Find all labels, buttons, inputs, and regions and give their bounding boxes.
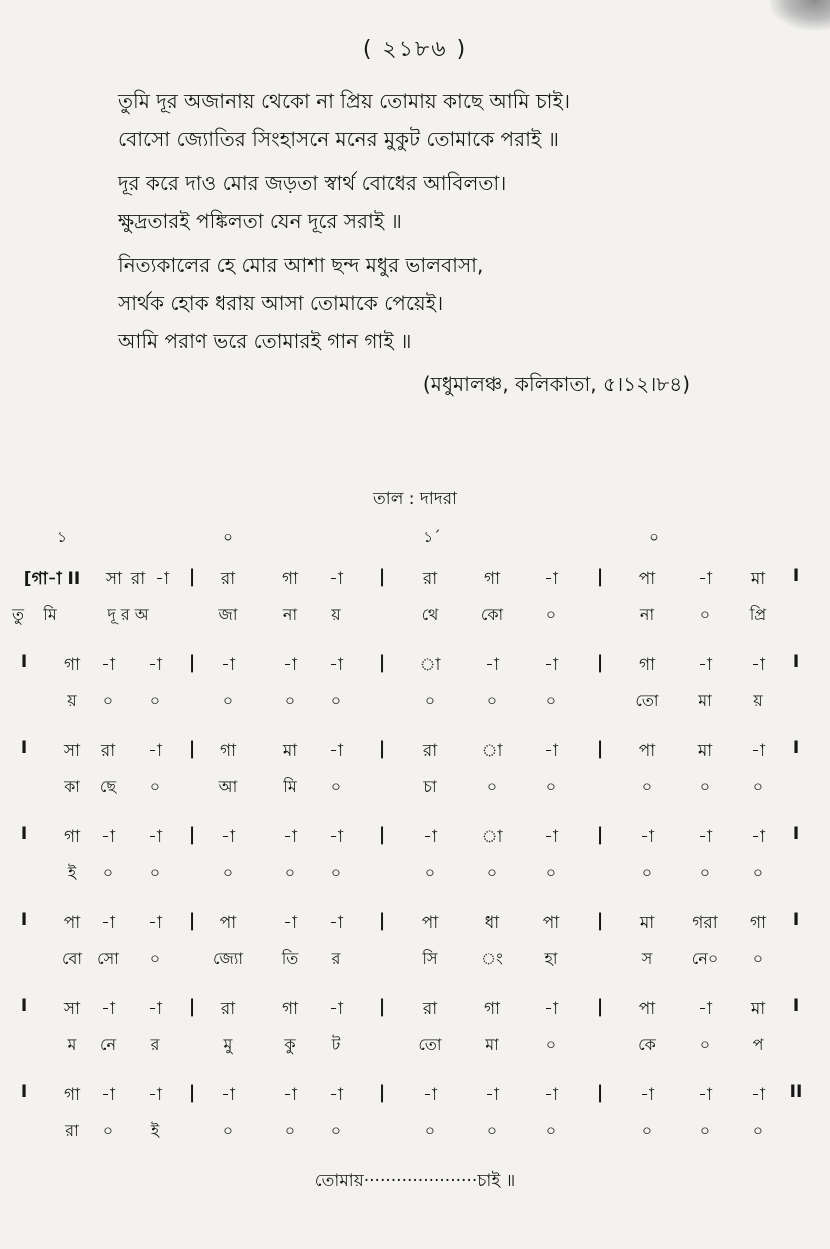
swara-note: ধা [484,913,500,933]
swara-note: -া [698,655,712,675]
lyric-syllable: ০ [330,863,342,882]
swara-note: -া [148,999,162,1019]
line-start-mark: I [20,738,28,758]
measure-bar: | [188,996,196,1017]
lyric-syllable: য় [753,691,763,710]
swara-note: রা [220,569,236,589]
lyric-syllable: তো [635,691,659,710]
swara-note: সা [63,741,81,761]
swara-note: -া [101,1085,115,1105]
lyric-syllable: কা [64,777,80,796]
swara-row [0,566,830,596]
lyric-syllable: ০ [752,863,764,882]
swara-note: -া [544,1085,558,1105]
measure-bar: | [378,996,386,1017]
lyric-syllable: ০ [222,1121,234,1140]
line-start-mark: I [20,996,28,1016]
lyric-syllable: ম [67,1035,77,1054]
lyric-syllable: মু [223,1035,233,1054]
swara-note: -া [751,827,765,847]
swara-note: -া [751,1085,765,1105]
lyric-syllable: জ্যো [212,949,244,968]
swara-note: -া [155,569,169,589]
measure-bar: | [188,1082,196,1103]
page-number: ( ২১৮৬ ) [362,37,468,62]
lyric-syllable: ০ [330,1121,342,1140]
measure-bar: | [596,652,604,673]
beat-marker: ০ [223,528,233,546]
measure-bar: | [596,824,604,845]
lyric-syllable: কু [284,1035,296,1054]
swara-note: পা [63,913,81,933]
measure-bar: | [596,1082,604,1103]
lyric-syllable: ০ [284,1121,296,1140]
swara-row [0,824,830,854]
swara-note: পা [638,741,656,761]
lyric-line: সার্থক হোক ধরায় আসা তোমাকে পেয়েই। [118,291,444,315]
swara-note: গা [281,569,299,589]
lyric-syllable: ০ [486,1121,498,1140]
swara-note: -া [329,741,343,761]
page-corner-shadow [770,0,830,30]
swara-note: রা [422,999,438,1019]
measure-bar: | [378,824,386,845]
footer-refrain: তোমায়·····················চাই ॥ [314,1171,516,1191]
swara-note: রা [422,569,438,589]
lyric-syllable: ০ [149,949,161,968]
notation-line [0,824,830,910]
swara-note: -া [221,1085,235,1105]
swara-note: মা [697,741,713,761]
lyric-syllable: ০ [752,1121,764,1140]
swara-note: পা [421,913,439,933]
measure-bar: | [596,910,604,931]
lyric-syllable: আ [218,777,238,796]
swara-note: -া [544,569,558,589]
swara-note: -া [283,913,297,933]
lyric-syllable: ০ [699,1121,711,1140]
lyric-syllable: স [641,949,653,968]
swara-note: -া [221,827,235,847]
lyric-syllable: ০ [486,691,498,710]
swara-note: -া [751,655,765,675]
lyric-syllable: ০ [424,691,436,710]
lyric-line: ক্ষুদ্রতারই পঙ্কিলতা যেন দূরে সরাই ॥ [118,209,402,233]
swara-note: -া [329,827,343,847]
notation-line [0,910,830,996]
lyric-syllable: ০ [545,605,557,624]
swara-note: া [481,741,503,761]
lyric-syllable: ০ [222,691,234,710]
lyric-syllable: দূ র অ [107,605,149,624]
swara-note: -া [148,655,162,675]
lyrics-block [118,82,738,360]
lyric-syllable: বো [61,949,83,968]
swara-note: -া [640,827,654,847]
lyric-syllable: ০ [752,777,764,796]
lyric-syllable: ০ [699,605,711,624]
lyric-syllable: ০ [545,777,557,796]
syllable-row [0,946,830,976]
measure-bar: | [378,1082,386,1103]
beat-marker: ১ [57,528,67,546]
measure-bar: | [378,566,386,587]
swara-note: -া [148,1085,162,1105]
swara-note: গা [749,913,767,933]
notation-line [0,996,830,1082]
lyric-syllable: নে [99,1035,117,1054]
syllable-row [0,1118,830,1148]
swara-row [0,996,830,1026]
swara-note: -া [423,1085,437,1105]
swara-row [0,738,830,768]
lyric-line: তুমি দূর অজানায় থেকো না প্রিয় তোমায় কাছে আমি চাই। [118,89,571,113]
lyric-syllable: র [331,949,341,968]
lyric-syllable: য় [67,691,77,710]
swara-note: -া [101,913,115,933]
lyric-syllable: প্রি [749,605,767,624]
swara-note: -া [544,655,558,675]
lyric-syllable: ০ [641,863,653,882]
swara-note: সা [105,569,123,589]
measure-bar: | [188,652,196,673]
line-start-mark: I [20,824,28,844]
notation-line [0,652,830,738]
swara-note: -া [329,569,343,589]
swara-note: রা [100,741,116,761]
swara-note: গা [63,655,81,675]
swara-note: পা [542,913,560,933]
swara-note: মা [639,913,655,933]
lyric-line: আমি পরাণ ভরে তোমারই গান গাই ॥ [118,329,412,353]
lyric-syllable: ০ [545,1121,557,1140]
swara-note: মা [282,741,298,761]
swara-note: গা [63,827,81,847]
lyric-syllable: মা [485,1035,499,1054]
lyric-line: বোসো জ্যোতির সিংহাসনে মনের মুকুট তোমাকে পরাই ॥ [118,127,559,151]
swara-note: পা [638,569,656,589]
swara-note: মা [750,569,766,589]
swara-note: -া [148,741,162,761]
line-start-mark: I [20,910,28,930]
swara-note: রা [220,999,236,1019]
measure-bar: | [596,738,604,759]
beat-marker: ১´ [423,528,441,546]
lyric-syllable: ০ [699,777,711,796]
syllable-row [0,688,830,718]
swara-note: া [419,655,441,675]
lyric-syllable: রা [65,1121,79,1140]
swara-note: -া [698,999,712,1019]
lyric-syllable: সি [422,949,438,968]
swara-note: -া [148,827,162,847]
lyric-line: দূর করে দাও মোর জড়তা স্বার্থ বোধের আবিলতা। [118,171,507,195]
lyric-syllable: ০ [424,863,436,882]
lyric-syllable: ০ [222,863,234,882]
beat-marker: ০ [649,528,659,546]
lyric-syllable: ০ [486,777,498,796]
lyric-syllable: ০ [545,1035,557,1054]
line-start-mark: [গা-া II [23,569,81,589]
tal-label: তাল : দাদরা [373,489,457,509]
swara-note: -া [485,1085,499,1105]
swara-note: -া [544,999,558,1019]
line-start-mark: I [20,652,28,672]
lyric-syllable: ই [67,863,77,882]
swara-note: -া [698,1085,712,1105]
lyric-syllable: ০ [545,691,557,710]
measure-bar: | [188,910,196,931]
swara-note: -া [101,655,115,675]
swara-note: পা [638,999,656,1019]
swara-note: -া [329,655,343,675]
lyric-syllable: ০ [284,691,296,710]
swara-note: -া [544,741,558,761]
lyric-syllable: জা [218,605,238,624]
lyric-syllable: ট [331,1035,341,1054]
lyric-syllable: মি [283,777,297,796]
lyric-syllable: ০ [699,863,711,882]
lyric-syllable: তু [11,605,25,624]
lyric-syllable: প [752,1035,764,1054]
lyric-syllable: ০ [752,949,764,968]
measure-bar: | [188,566,196,587]
swara-row [0,652,830,682]
lyric-syllable: ০ [102,691,114,710]
lyric-syllable: ০ [330,691,342,710]
lyric-syllable: ০ [641,1121,653,1140]
swara-note: মা [750,999,766,1019]
lyric-syllable: কো [480,605,504,624]
line-end-mark: I [792,738,800,758]
swara-note: গা [63,1085,81,1105]
swara-note: -া [283,827,297,847]
line-end-mark: I [792,910,800,930]
swara-note: -া [329,913,343,933]
source-citation: (মধুমালঞ্চ, কলিকাতা, ৫।১২।৮৪) [422,372,690,396]
lyric-syllable: ০ [149,863,161,882]
swara-note: রা [422,741,438,761]
notation-staff [0,566,830,1168]
notation-line [0,566,830,652]
measure-bar: | [378,910,386,931]
syllable-row [0,774,830,804]
swara-row [0,910,830,940]
swara-note: -া [101,827,115,847]
lyric-syllable: মা [698,691,712,710]
line-end-mark: I [792,566,800,586]
line-end-mark: I [792,824,800,844]
swara-note: -া [148,913,162,933]
swara-note: -া [640,1085,654,1105]
lyric-syllable: ০ [699,1035,711,1054]
swara-note: -া [544,827,558,847]
lyric-syllable: ০ [545,863,557,882]
measure-bar: | [188,824,196,845]
swara-note: -া [751,741,765,761]
swara-note: -া [698,569,712,589]
lyric-syllable: ০ [149,777,161,796]
lyric-syllable: তি [281,949,299,968]
swara-note: গা [483,569,501,589]
swara-note: -া [283,1085,297,1105]
notation-line [0,1082,830,1168]
swara-note: -া [329,999,343,1019]
notation-line [0,738,830,824]
lyric-syllable: ০ [330,777,342,796]
lyric-syllable: হা [544,949,558,968]
line-end-mark: I [792,652,800,672]
lyric-syllable: ং [481,949,503,968]
swara-note: া [481,827,503,847]
line-start-mark: I [20,1082,28,1102]
lyric-syllable: ০ [486,863,498,882]
measure-bar: | [188,738,196,759]
measure-bar: | [596,566,604,587]
syllable-row [0,860,830,890]
lyric-syllable: ০ [424,1121,436,1140]
lyric-syllable: চা [423,777,437,796]
swara-note: -া [221,655,235,675]
lyric-syllable: ০ [102,1121,114,1140]
swara-note: -া [423,827,437,847]
lyric-syllable: না [639,605,655,624]
lyric-syllable: র [150,1035,160,1054]
lyric-syllable: মি [43,605,57,624]
swara-note: -া [329,1085,343,1105]
swara-note: গা [483,999,501,1019]
swara-note: -া [101,999,115,1019]
swara-note: -া [283,655,297,675]
swara-note: -া [485,655,499,675]
swara-row [0,1082,830,1112]
lyric-syllable: সো [97,949,119,968]
syllable-row [0,602,830,632]
lyric-syllable: য় [331,605,341,624]
measure-bar: | [596,996,604,1017]
lyric-syllable: তো [418,1035,442,1054]
lyric-syllable: নে০ [691,949,719,968]
measure-bar: | [378,652,386,673]
lyric-syllable: থে [421,605,439,624]
swara-note: গরা [692,913,718,933]
lyric-syllable: ই [150,1121,160,1140]
swara-note: গা [219,741,237,761]
line-end-mark: I [792,996,800,1016]
lyric-syllable: ০ [149,691,161,710]
lyric-syllable: ছে [99,777,117,796]
measure-bar: | [378,738,386,759]
beat-markers [0,526,830,550]
lyric-syllable: ০ [641,777,653,796]
lyric-syllable: না [282,605,298,624]
swara-note: গা [638,655,656,675]
lyric-line: নিত্যকালের হে মোর আশা ছন্দ মধুর ভালবাসা, [118,253,484,277]
lyric-syllable: ০ [102,863,114,882]
lyric-syllable: কে [638,1035,656,1054]
syllable-row [0,1032,830,1062]
swara-note: -া [698,827,712,847]
swara-note: সা [63,999,81,1019]
swara-note: রা [130,569,146,589]
line-end-mark: II [789,1082,803,1102]
swara-note: পা [219,913,237,933]
lyric-syllable: ০ [284,863,296,882]
swara-note: গা [281,999,299,1019]
